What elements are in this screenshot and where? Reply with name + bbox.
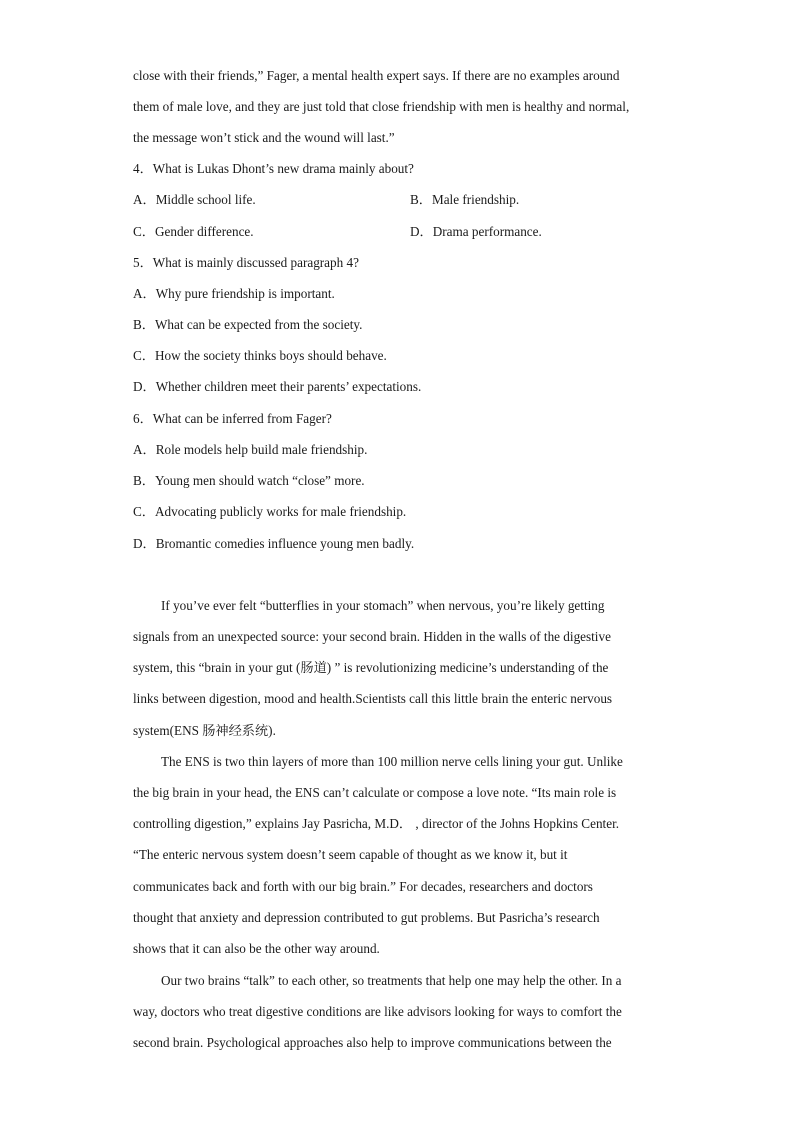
question-stem: 6．What can be inferred from Fager? xyxy=(133,411,332,426)
passage-line: The ENS is two thin layers of more than 100 million nerve cells lining your gut. Unlike xyxy=(161,754,623,769)
passage-line: close with their friends,” Fager, a mental health expert says. If there are no examples around xyxy=(133,68,620,83)
answer-option: D．Bromantic comedies influence young men badly. xyxy=(133,536,415,551)
passage-line: them of male love, and they are just told that close friendship with men is healthy and normal, xyxy=(133,99,630,114)
passage-line: shows that it can also be the other way around. xyxy=(133,941,380,956)
passage-line: links between digestion, mood and health.Scientists call this little brain the enteric nervous xyxy=(133,691,613,706)
passage-line: way, doctors who treat digestive conditions are like advisors looking for ways to comfort the xyxy=(133,1004,622,1019)
passage-line: thought that anxiety and depression contributed to gut problems. But Pasricha’s research xyxy=(133,910,600,925)
passage-line: second brain. Psychological approaches also help to improve communications between the xyxy=(133,1035,612,1050)
answer-option: D．Whether children meet their parents’ expectations. xyxy=(133,379,422,394)
answer-option: B．Male friendship. xyxy=(410,192,520,207)
answer-option: D．Drama performance. xyxy=(410,224,542,239)
answer-option: C．Gender difference. xyxy=(133,224,254,239)
answer-option: C．How the society thinks boys should behave. xyxy=(133,348,387,363)
passage-line: system(ENS 肠神经系统). xyxy=(133,723,276,738)
answer-option: B．What can be expected from the society. xyxy=(133,317,363,332)
passage-line: communicates back and forth with our big brain.” For decades, researchers and doctors xyxy=(133,879,593,894)
passage-line: the big brain in your head, the ENS can’t calculate or compose a love note. “Its main role is xyxy=(133,785,617,800)
passage-line: signals from an unexpected source: your second brain. Hidden in the walls of the digestive xyxy=(133,629,611,644)
answer-option: A．Why pure friendship is important. xyxy=(133,286,335,301)
passage-line: the message won’t stick and the wound will last.” xyxy=(133,130,395,145)
passage-line: controlling digestion,” explains Jay Pasricha, M.D． , director of the Johns Hopkins Center. xyxy=(133,816,620,831)
answer-option: B．Young men should watch “close” more. xyxy=(133,473,365,488)
question-stem: 5．What is mainly discussed paragraph 4? xyxy=(133,255,359,270)
passage-line: If you’ve ever felt “butterflies in your stomach” when nervous, you’re likely getting xyxy=(161,598,605,613)
question-stem: 4．What is Lukas Dhont’s new drama mainly about? xyxy=(133,161,414,176)
answer-option: A．Middle school life. xyxy=(133,192,256,207)
passage-line: system, this “brain in your gut (肠道) ” is revolutionizing medicine’s understanding of the xyxy=(133,660,609,675)
passage-line: Our two brains “talk” to each other, so treatments that help one may help the other. In a xyxy=(161,973,622,988)
passage-line: “The enteric nervous system doesn’t seem capable of thought as we know it, but it xyxy=(133,847,568,862)
answer-option: C．Advocating publicly works for male friendship. xyxy=(133,504,407,519)
answer-option: A．Role models help build male friendship. xyxy=(133,442,368,457)
